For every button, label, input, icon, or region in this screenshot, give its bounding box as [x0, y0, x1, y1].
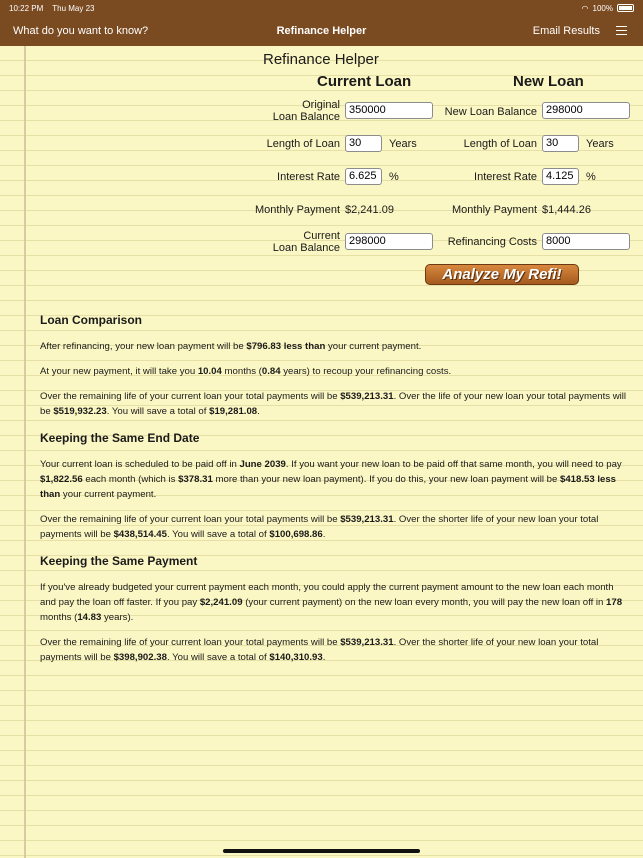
loan-comparison-heading: Loan Comparison [40, 313, 143, 327]
current-monthly-payment-label: Monthly Payment [255, 204, 340, 216]
new-monthly-payment-value: $1,444.26 [542, 204, 591, 216]
new-length-of-loan-input[interactable]: 30 [542, 135, 579, 152]
battery-percent: 100% [592, 3, 613, 13]
same-end-paragraph-2 [40, 512, 630, 542]
refinancing-costs-label: Refinancing Costs [447, 236, 537, 248]
text: If you've already budgeted your current payment each month, you could apply the current payment amount to the new loan each month and pay the loan off faster. If you pay [40, 582, 614, 608]
new-total: $398,902.38 [113, 652, 167, 663]
text: each month (which is [82, 474, 179, 485]
current-loan-balance-label [240, 230, 340, 254]
nav-title: Refinance Helper [276, 25, 367, 37]
current-payment: $2,241.09 [199, 597, 243, 608]
current-length-of-loan-label: Length of Loan [266, 138, 340, 150]
same-end-paragraph-1 [40, 457, 630, 502]
text: your current payment. [60, 489, 157, 500]
same-payment-paragraph-2 [40, 635, 630, 665]
current-total: $539,213.31 [340, 391, 394, 402]
new-total: $519,932.23 [53, 406, 107, 417]
new-interest-rate-label: Interest Rate [474, 171, 537, 183]
savings: $140,310.93 [269, 652, 323, 663]
text: months ( [221, 366, 262, 377]
comparison-paragraph-1 [40, 339, 630, 354]
text: At your new payment, it will take you [40, 366, 198, 377]
payment-difference: $418.53 less than [40, 474, 617, 500]
page-title: Refinance Helper [263, 51, 379, 68]
text: more than your new loan payment). If you do this, your new loan payment will be [212, 474, 560, 485]
wifi-icon: ◠ [581, 3, 589, 13]
same-end-date-heading: Keeping the Same End Date [40, 431, 200, 445]
text: Your current loan is scheduled to be paid off in [40, 459, 240, 470]
refinancing-costs-input[interactable]: 8000 [542, 233, 630, 250]
savings: $100,698.86 [269, 529, 323, 540]
label-line-2: Loan Balance [272, 242, 340, 254]
nav-bar [0, 16, 643, 46]
email-results-button[interactable]: Email Results [532, 25, 600, 37]
text: your current payment. [325, 341, 422, 352]
text: Over the remaining life of your current loan your total payments will be [40, 391, 341, 402]
new-total: $438,514.45 [113, 529, 167, 540]
recoup-years: 0.84 [261, 366, 281, 377]
what-do-you-want-to-know-button[interactable]: What do you want to know? [13, 25, 149, 37]
current-monthly-payment-value: $2,241.09 [345, 204, 394, 216]
analyze-my-refi-button[interactable]: Analyze My Refi! [425, 264, 579, 285]
text: . Over the shorter life of your new loan your total payments will be [40, 514, 599, 540]
current-length-of-loan-input[interactable]: 30 [345, 135, 382, 152]
text: . You will save a total of [106, 406, 210, 417]
text: After refinancing, your new loan payment will be [40, 341, 247, 352]
label-line-1: Current [303, 230, 340, 242]
payoff-months: 178 [606, 597, 623, 608]
new-years-unit: Years [586, 138, 614, 150]
payoff-years: 14.83 [77, 612, 102, 623]
comparison-paragraph-3 [40, 389, 630, 419]
current-total: $539,213.31 [340, 514, 394, 525]
label-line-1: Original [302, 99, 340, 111]
status-date: Thu May 23 [52, 3, 95, 13]
current-years-unit: Years [389, 138, 417, 150]
required-payment: $1,822.56 [40, 474, 83, 485]
text: Over the remaining life of your current loan your total payments will be [40, 637, 341, 648]
original-loan-balance-input[interactable]: 350000 [345, 102, 433, 119]
text: . [322, 652, 326, 663]
text: . Over the life of your new loan your total payments will be [40, 391, 627, 417]
label-line-2: Loan Balance [272, 111, 340, 123]
status-right [582, 4, 634, 13]
new-loan-balance-label: New Loan Balance [444, 106, 537, 118]
status-time: 10:22 PM [9, 3, 44, 13]
text: (your current payment) on the new loan every month, you will pay the new loan off in [242, 597, 607, 608]
new-loan-heading: New Loan [513, 73, 584, 90]
battery-icon [617, 4, 634, 12]
text: years) to recoup your refinancing costs. [280, 366, 452, 377]
current-interest-rate-label: Interest Rate [277, 171, 340, 183]
new-monthly-payment-label: Monthly Payment [452, 204, 537, 216]
same-payment-paragraph-1 [40, 580, 630, 625]
text: . [257, 406, 260, 417]
text: Over the remaining life of your current loan your total payments will be [40, 514, 341, 525]
text: . [322, 529, 326, 540]
text: . Over the shorter life of your new loan your total payments will be [40, 637, 599, 663]
text: years). [101, 612, 134, 623]
new-loan-balance-input[interactable]: 298000 [542, 102, 630, 119]
payoff-date: June 2039 [239, 459, 286, 470]
margin-line [24, 46, 26, 858]
current-total: $539,213.31 [340, 637, 394, 648]
home-indicator[interactable] [223, 849, 420, 853]
recoup-months: 10.04 [197, 366, 222, 377]
hamburger-menu-icon[interactable] [616, 26, 627, 35]
original-loan-balance-label [240, 99, 340, 123]
text: . If you want your new loan to be paid off that same month, you will need to pay [285, 459, 622, 470]
status-bar [0, 0, 643, 16]
extra-amount: $378.31 [178, 474, 213, 485]
payment-difference: $796.83 less than [246, 341, 326, 352]
new-percent-unit: % [586, 171, 596, 183]
savings: $19,281.08 [209, 406, 258, 417]
current-interest-rate-input[interactable]: 6.625 [345, 168, 382, 185]
comparison-paragraph-2 [40, 364, 630, 379]
text: months ( [40, 612, 78, 623]
current-percent-unit: % [389, 171, 399, 183]
new-interest-rate-input[interactable]: 4.125 [542, 168, 579, 185]
text: . You will save a total of [166, 529, 270, 540]
new-length-of-loan-label: Length of Loan [463, 138, 537, 150]
current-loan-balance-input[interactable]: 298000 [345, 233, 433, 250]
current-loan-heading: Current Loan [317, 73, 412, 90]
same-payment-heading: Keeping the Same Payment [40, 554, 198, 568]
text: . You will save a total of [166, 652, 270, 663]
